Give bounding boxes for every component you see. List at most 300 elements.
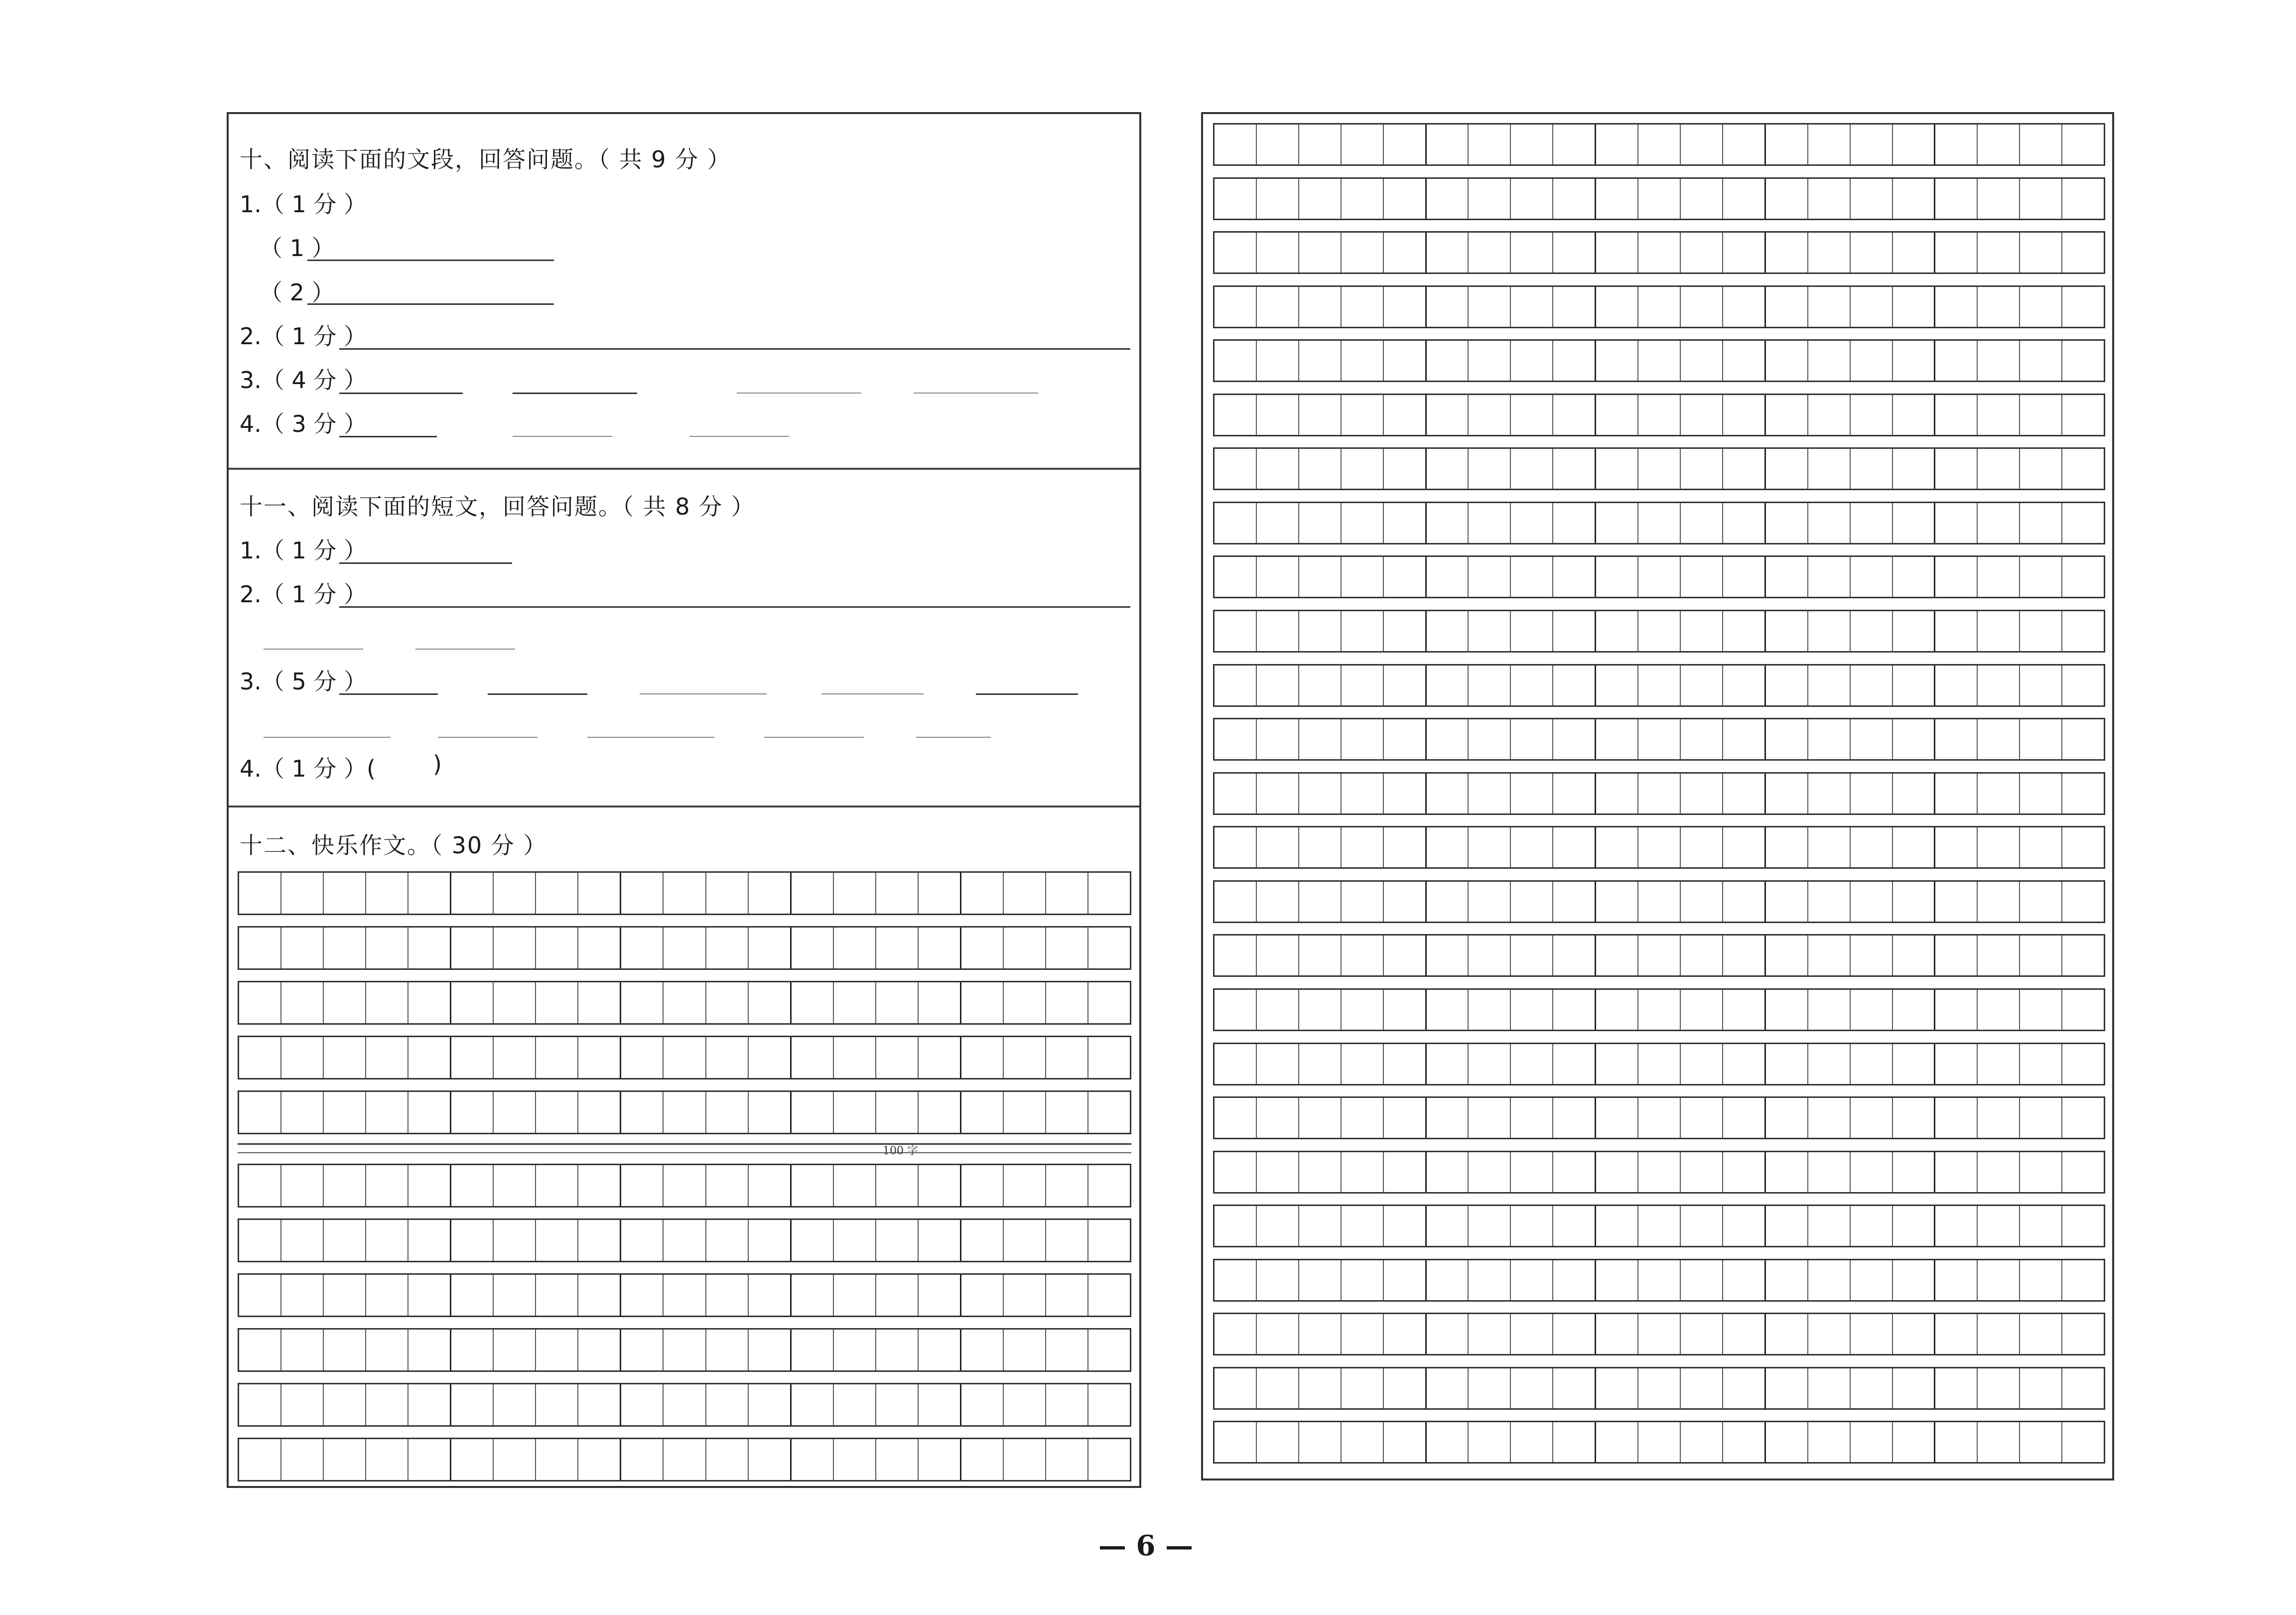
grid-cell[interactable] [1766,395,1808,435]
grid-cell[interactable] [834,873,876,914]
grid-cell[interactable] [1427,287,1469,327]
grid-cell[interactable] [1978,1206,2020,1246]
grid-cell[interactable] [1638,882,1681,922]
grid-cell[interactable] [1893,557,1936,597]
grid-cell[interactable] [961,1220,1004,1261]
grid-cell[interactable] [1893,125,1936,164]
grid-cell[interactable] [1384,990,1427,1030]
grid-cell[interactable] [536,982,578,1023]
grid-cell[interactable] [1427,1314,1469,1354]
grid-cell[interactable] [1511,719,1553,759]
grid-cell[interactable] [1808,990,1851,1030]
grid-cell[interactable] [2062,1098,2104,1138]
grid-cell[interactable] [1681,557,1723,597]
grid-cell[interactable] [1766,1098,1808,1138]
grid-cell[interactable] [324,873,366,914]
grid-cell[interactable] [281,1384,324,1425]
grid-cell[interactable] [1808,774,1851,813]
grid-cell[interactable] [1638,125,1681,164]
grid-cell[interactable] [1596,1260,1638,1300]
grid-cell[interactable] [1469,882,1511,922]
grid-cell[interactable] [1342,1422,1384,1462]
grid-cell[interactable] [1469,611,1511,651]
grid-cell[interactable] [1723,1314,1766,1354]
grid-cell[interactable] [1553,233,1596,272]
grid-cell[interactable] [451,1275,494,1316]
grid-cell[interactable] [1553,1368,1596,1408]
grid-cell[interactable] [2062,719,2104,759]
grid-cell[interactable] [919,1092,961,1133]
grid-cell[interactable] [664,1165,706,1206]
grid-cell[interactable] [1299,1044,1342,1084]
grid-cell[interactable] [1638,395,1681,435]
grid-cell[interactable] [876,1220,919,1261]
grid-cell[interactable] [664,982,706,1023]
grid-cell[interactable] [1004,873,1046,914]
grid-cell[interactable] [1851,557,1893,597]
grid-cell[interactable] [1427,341,1469,381]
grid-cell[interactable] [961,1439,1004,1480]
grid-cell[interactable] [1596,395,1638,435]
grid-cell[interactable] [1004,1330,1046,1370]
grid-cell[interactable] [1723,395,1766,435]
grid-cell[interactable] [1596,990,1638,1030]
grid-cell[interactable] [1553,125,1596,164]
section11-q3-answer-line-7[interactable] [438,737,538,738]
grid-cell[interactable] [1935,1422,1978,1462]
grid-cell[interactable] [366,1220,408,1261]
grid-cell[interactable] [1088,1165,1130,1206]
grid-cell[interactable] [1638,827,1681,867]
grid-cell[interactable] [1511,774,1553,813]
grid-cell[interactable] [451,1165,494,1206]
grid-cell[interactable] [1469,1044,1511,1084]
grid-cell[interactable] [749,1037,792,1078]
section10-q3-answer-line-3[interactable] [737,393,861,394]
grid-cell[interactable] [1893,827,1936,867]
grid-cell[interactable] [2062,882,2104,922]
composition-grid-right-row[interactable] [1213,826,2105,869]
grid-cell[interactable] [1723,774,1766,813]
grid-cell[interactable] [1553,1206,1596,1246]
grid-cell[interactable] [2062,611,2104,651]
grid-cell[interactable] [1978,179,2020,219]
grid-cell[interactable] [2020,179,2062,219]
grid-cell[interactable] [1553,1260,1596,1300]
grid-cell[interactable] [1299,882,1342,922]
grid-cell[interactable] [1553,179,1596,219]
grid-cell[interactable] [1851,1152,1893,1192]
grid-cell[interactable] [1257,1044,1299,1084]
grid-cell[interactable] [1893,1044,1936,1084]
grid-cell[interactable] [1638,1206,1681,1246]
grid-cell[interactable] [1427,1368,1469,1408]
grid-cell[interactable] [1596,233,1638,272]
grid-cell[interactable] [1935,1260,1978,1300]
grid-cell[interactable] [1469,1152,1511,1192]
grid-cell[interactable] [1638,1422,1681,1462]
grid-cell[interactable] [1553,449,1596,489]
grid-cell[interactable] [876,1330,919,1370]
grid-cell[interactable] [1978,719,2020,759]
composition-grid-right-row[interactable] [1213,339,2105,382]
grid-cell[interactable] [1596,611,1638,651]
grid-cell[interactable] [494,1037,536,1078]
grid-cell[interactable] [1723,666,1766,705]
grid-cell[interactable] [961,1092,1004,1133]
grid-cell[interactable] [239,1037,281,1078]
grid-cell[interactable] [1808,395,1851,435]
section10-q1-sub2-answer-line[interactable] [307,303,554,305]
grid-cell[interactable] [1723,1152,1766,1192]
grid-cell[interactable] [1596,449,1638,489]
composition-grid-left-row[interactable] [238,1383,1131,1427]
grid-cell[interactable] [1681,1206,1723,1246]
section11-q3-answer-line-5[interactable] [976,693,1078,695]
grid-cell[interactable] [961,1037,1004,1078]
grid-cell[interactable] [1257,287,1299,327]
grid-cell[interactable] [1553,936,1596,975]
grid-cell[interactable] [1342,719,1384,759]
grid-cell[interactable] [2020,1368,2062,1408]
grid-cell[interactable] [1723,1044,1766,1084]
grid-cell[interactable] [1851,936,1893,975]
grid-cell[interactable] [1004,1037,1046,1078]
grid-cell[interactable] [1596,1314,1638,1354]
grid-cell[interactable] [408,928,451,968]
grid-cell[interactable] [1851,1422,1893,1462]
grid-cell[interactable] [1553,341,1596,381]
grid-cell[interactable] [1469,719,1511,759]
grid-cell[interactable] [1384,1260,1427,1300]
grid-cell[interactable] [1299,990,1342,1030]
grid-cell[interactable] [876,928,919,968]
grid-cell[interactable] [324,1165,366,1206]
grid-cell[interactable] [239,1275,281,1316]
grid-cell[interactable] [792,1330,834,1370]
grid-cell[interactable] [1469,395,1511,435]
composition-grid-left-row[interactable] [238,1273,1131,1317]
grid-cell[interactable] [1596,774,1638,813]
grid-cell[interactable] [2062,1206,2104,1246]
grid-cell[interactable] [1808,1314,1851,1354]
grid-cell[interactable] [1851,449,1893,489]
grid-cell[interactable] [706,928,749,968]
grid-cell[interactable] [494,1275,536,1316]
grid-cell[interactable] [1978,395,2020,435]
grid-cell[interactable] [1935,719,1978,759]
grid-cell[interactable] [1851,179,1893,219]
grid-cell[interactable] [1723,341,1766,381]
grid-cell[interactable] [1257,1206,1299,1246]
grid-cell[interactable] [578,1384,621,1425]
grid-cell[interactable] [1469,1314,1511,1354]
grid-cell[interactable] [578,1220,621,1261]
grid-cell[interactable] [1299,233,1342,272]
grid-cell[interactable] [1935,990,1978,1030]
grid-cell[interactable] [1596,287,1638,327]
grid-cell[interactable] [876,1092,919,1133]
grid-cell[interactable] [1638,666,1681,705]
grid-cell[interactable] [1427,719,1469,759]
grid-cell[interactable] [2062,666,2104,705]
grid-cell[interactable] [2062,341,2104,381]
grid-cell[interactable] [664,1439,706,1480]
grid-cell[interactable] [366,1165,408,1206]
grid-cell[interactable] [1723,449,1766,489]
grid-cell[interactable] [1681,1152,1723,1192]
grid-cell[interactable] [1046,1165,1088,1206]
grid-cell[interactable] [1511,1314,1553,1354]
grid-cell[interactable] [1723,179,1766,219]
grid-cell[interactable] [1766,179,1808,219]
grid-cell[interactable] [1342,1260,1384,1300]
composition-grid-left-row[interactable] [238,1090,1131,1134]
grid-cell[interactable] [1935,449,1978,489]
grid-cell[interactable] [324,1330,366,1370]
composition-grid-right-row[interactable] [1213,1367,2105,1410]
grid-cell[interactable] [2062,449,2104,489]
grid-cell[interactable] [1681,395,1723,435]
grid-cell[interactable] [1511,827,1553,867]
grid-cell[interactable] [1553,827,1596,867]
grid-cell[interactable] [1469,233,1511,272]
composition-grid-right-row[interactable] [1213,555,2105,598]
grid-cell[interactable] [536,1092,578,1133]
grid-cell[interactable] [451,1384,494,1425]
grid-cell[interactable] [792,982,834,1023]
section11-q3-answer-line-6[interactable] [264,737,391,738]
grid-cell[interactable] [1723,125,1766,164]
grid-cell[interactable] [1299,1422,1342,1462]
grid-cell[interactable] [2062,1314,2104,1354]
grid-cell[interactable] [1893,1098,1936,1138]
grid-cell[interactable] [1681,990,1723,1030]
grid-cell[interactable] [1978,503,2020,543]
grid-cell[interactable] [1978,1260,2020,1300]
grid-cell[interactable] [1088,1037,1130,1078]
grid-cell[interactable] [749,1439,792,1480]
grid-cell[interactable] [1384,774,1427,813]
grid-cell[interactable] [408,1092,451,1133]
grid-cell[interactable] [1596,936,1638,975]
grid-cell[interactable] [1766,1260,1808,1300]
grid-cell[interactable] [1808,557,1851,597]
composition-grid-left-row[interactable] [238,1036,1131,1079]
grid-cell[interactable] [2020,1206,2062,1246]
grid-cell[interactable] [1723,719,1766,759]
grid-cell[interactable] [1766,1422,1808,1462]
grid-cell[interactable] [1808,1152,1851,1192]
grid-cell[interactable] [1469,287,1511,327]
section11-q3-answer-line-2[interactable] [488,693,587,695]
grid-cell[interactable] [1299,341,1342,381]
composition-grid-right-row[interactable] [1213,1043,2105,1085]
grid-cell[interactable] [1004,1275,1046,1316]
grid-cell[interactable] [961,1275,1004,1316]
grid-cell[interactable] [1596,882,1638,922]
composition-grid-right-row[interactable] [1213,1421,2105,1464]
grid-cell[interactable] [1893,1206,1936,1246]
grid-cell[interactable] [1088,1384,1130,1425]
section11-q3-answer-line-3[interactable] [640,693,767,694]
grid-cell[interactable] [919,982,961,1023]
grid-cell[interactable] [1511,1044,1553,1084]
grid-cell[interactable] [1766,1206,1808,1246]
grid-cell[interactable] [2020,503,2062,543]
grid-cell[interactable] [1681,1314,1723,1354]
grid-cell[interactable] [1257,1152,1299,1192]
grid-cell[interactable] [1808,666,1851,705]
grid-cell[interactable] [1808,1260,1851,1300]
grid-cell[interactable] [1257,233,1299,272]
composition-grid-right-row[interactable] [1213,123,2105,166]
grid-cell[interactable] [366,928,408,968]
grid-cell[interactable] [1553,611,1596,651]
grid-cell[interactable] [749,1092,792,1133]
grid-cell[interactable] [1681,936,1723,975]
grid-cell[interactable] [1342,125,1384,164]
grid-cell[interactable] [1851,666,1893,705]
composition-grid-right-row[interactable] [1213,934,2105,977]
grid-cell[interactable] [536,873,578,914]
grid-cell[interactable] [1808,936,1851,975]
grid-cell[interactable] [1469,936,1511,975]
grid-cell[interactable] [1851,233,1893,272]
grid-cell[interactable] [1681,827,1723,867]
grid-cell[interactable] [1469,503,1511,543]
grid-cell[interactable] [578,1275,621,1316]
grid-cell[interactable] [1427,936,1469,975]
grid-cell[interactable] [1893,449,1936,489]
grid-cell[interactable] [1808,179,1851,219]
grid-cell[interactable] [1511,287,1553,327]
grid-cell[interactable] [1851,827,1893,867]
grid-cell[interactable] [1893,233,1936,272]
grid-cell[interactable] [1342,341,1384,381]
grid-cell[interactable] [1427,1152,1469,1192]
grid-cell[interactable] [2020,1422,2062,1462]
grid-cell[interactable] [1299,395,1342,435]
grid-cell[interactable] [1766,1368,1808,1408]
grid-cell[interactable] [1596,827,1638,867]
grid-cell[interactable] [1681,449,1723,489]
grid-cell[interactable] [1046,1092,1088,1133]
composition-grid-right-row[interactable] [1213,664,2105,707]
grid-cell[interactable] [2020,882,2062,922]
grid-cell[interactable] [664,928,706,968]
grid-cell[interactable] [1638,990,1681,1030]
section11-q2-answer-line-2[interactable] [264,649,363,650]
grid-cell[interactable] [1893,1152,1936,1192]
grid-cell[interactable] [1808,611,1851,651]
section10-q4-answer-line-1[interactable] [339,436,437,437]
grid-cell[interactable] [1511,503,1553,543]
grid-cell[interactable] [2062,1368,2104,1408]
grid-cell[interactable] [1723,1098,1766,1138]
grid-cell[interactable] [1215,719,1257,759]
composition-grid-right-row[interactable] [1213,988,2105,1031]
grid-cell[interactable] [494,1165,536,1206]
grid-cell[interactable] [1766,341,1808,381]
grid-cell[interactable] [1851,341,1893,381]
grid-cell[interactable] [366,1037,408,1078]
grid-cell[interactable] [919,1439,961,1480]
grid-cell[interactable] [1299,611,1342,651]
grid-cell[interactable] [961,982,1004,1023]
composition-grid-left-row[interactable] [238,1218,1131,1262]
grid-cell[interactable] [408,1330,451,1370]
grid-cell[interactable] [621,928,664,968]
grid-cell[interactable] [1638,936,1681,975]
grid-cell[interactable] [919,1275,961,1316]
grid-cell[interactable] [366,873,408,914]
grid-cell[interactable] [1935,557,1978,597]
grid-cell[interactable] [1257,882,1299,922]
grid-cell[interactable] [1004,982,1046,1023]
grid-cell[interactable] [494,1330,536,1370]
grid-cell[interactable] [1427,1206,1469,1246]
grid-cell[interactable] [1978,1098,2020,1138]
grid-cell[interactable] [451,873,494,914]
grid-cell[interactable] [2020,1044,2062,1084]
composition-grid-left-row[interactable] [238,981,1131,1025]
grid-cell[interactable] [1004,928,1046,968]
grid-cell[interactable] [1596,179,1638,219]
grid-cell[interactable] [1046,1275,1088,1316]
grid-cell[interactable] [1851,287,1893,327]
grid-cell[interactable] [1046,1384,1088,1425]
grid-cell[interactable] [1427,666,1469,705]
grid-cell[interactable] [1299,1098,1342,1138]
grid-cell[interactable] [2062,774,2104,813]
grid-cell[interactable] [281,1439,324,1480]
grid-cell[interactable] [2020,936,2062,975]
grid-cell[interactable] [1935,287,1978,327]
grid-cell[interactable] [1004,1165,1046,1206]
grid-cell[interactable] [1978,1314,2020,1354]
grid-cell[interactable] [1342,827,1384,867]
grid-cell[interactable] [281,873,324,914]
grid-cell[interactable] [1766,1314,1808,1354]
grid-cell[interactable] [1257,125,1299,164]
grid-cell[interactable] [621,1092,664,1133]
grid-cell[interactable] [1851,719,1893,759]
grid-cell[interactable] [1511,1206,1553,1246]
grid-cell[interactable] [408,982,451,1023]
grid-cell[interactable] [1004,1092,1046,1133]
grid-cell[interactable] [1299,1368,1342,1408]
composition-grid-left-row[interactable] [238,926,1131,970]
grid-cell[interactable] [536,1384,578,1425]
grid-cell[interactable] [1681,1422,1723,1462]
grid-cell[interactable] [1851,1206,1893,1246]
composition-grid-right-row[interactable] [1213,772,2105,815]
grid-cell[interactable] [834,1330,876,1370]
grid-cell[interactable] [834,982,876,1023]
grid-cell[interactable] [1596,557,1638,597]
grid-cell[interactable] [1766,611,1808,651]
grid-cell[interactable] [1723,557,1766,597]
grid-cell[interactable] [1935,179,1978,219]
grid-cell[interactable] [1766,936,1808,975]
grid-cell[interactable] [2062,503,2104,543]
grid-cell[interactable] [578,1439,621,1480]
grid-cell[interactable] [1851,990,1893,1030]
section10-q1-sub1-answer-line[interactable] [307,260,554,261]
grid-cell[interactable] [1342,1098,1384,1138]
grid-cell[interactable] [1469,1260,1511,1300]
